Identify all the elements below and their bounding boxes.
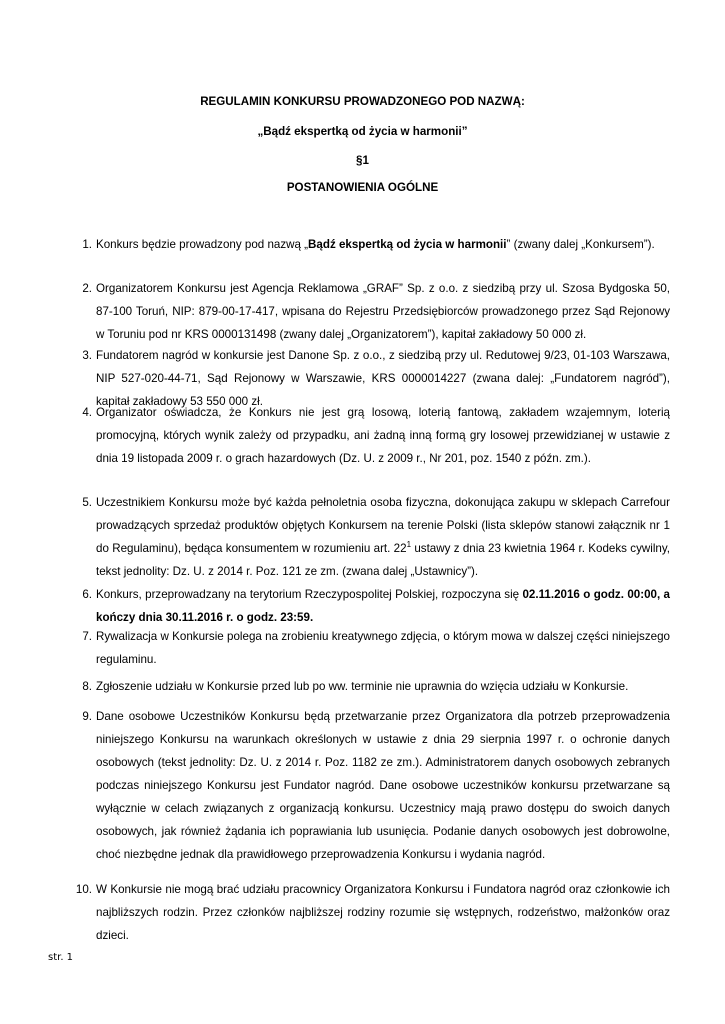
section-number: §1 bbox=[356, 154, 369, 167]
document-title: REGULAMIN KONKURSU PROWADZONEGO POD NAZWĄ: bbox=[200, 95, 525, 108]
page-number: str. 1 bbox=[48, 952, 74, 963]
item-text: Konkurs, przeprowadzany na terytorium Rzeczypospolitej Polskiej, rozpoczyna się 02.11.2016 o godz. 00:00, a kończy dnia 30.11.2016 r. o godz. 23:59. bbox=[96, 588, 671, 624]
item-number: 6. bbox=[82, 588, 92, 601]
section-title: POSTANOWIENIA OGÓLNE bbox=[286, 181, 439, 194]
item-number: 7. bbox=[82, 630, 92, 643]
item-text: Uczestnikiem Konkursu może być każda pełnoletnia osoba fizyczna, dokonująca zakupu w sklepach Carrefour prowadzących sprzedaż produktów objętych Konkursem na terenie Polski (lista sklepów stanowi załącznik nr 1 do Regulaminu), będąca konsumentem w rozumieniu art. $22^1$ ustawy z dnia 23 kwietnia 1964 r. Kodeks cywilny, tekst jednolity: Dz. U. z 2014 r. Poz. 121 ze zm. (zwana dalej „Ustawnicy”). bbox=[96, 496, 670, 578]
item-number: 9. bbox=[82, 710, 92, 723]
item-number: 2. bbox=[82, 282, 92, 295]
item-text: Konkurs będzie prowadzony pod nazwą „Bądź ekspertką od życia w harmonii” (zwany dalej „Konkursem”). bbox=[96, 238, 655, 251]
item-text: W Konkursie nie mogą brać udziału pracownicy Organizatora Konkursu i Fundatora nagród oraz członkowie ich najbliższych rodzin. Przez członków najbliższej rodziny rozumie się wstępnych, rodzeństwo, małżonków oraz dzieci. bbox=[96, 883, 670, 942]
item-number: 10. bbox=[75, 883, 92, 896]
item-text: Organizator oświadcza, że Konkurs nie jest grą losową, loterią fantową, zakładem wzajemnym, loterią promocyjną, których wynik zależy od przypadku, ani żadną inną formą gry losowej przewidzianej w ustawie z dnia 19 listopada 2009 r. o grach hazardowych (Dz. U. z 2009 r., Nr 201, poz. 1540 z późn. zm.). bbox=[96, 406, 670, 465]
item-text: Zgłoszenie udziału w Konkursie przed lub po ww. terminie nie uprawnia do wzięcia udziału w Konkursie. bbox=[96, 680, 629, 693]
item-number: 3. bbox=[82, 349, 92, 362]
item-number: 8. bbox=[82, 680, 92, 693]
item-text: Rywalizacja w Konkursie polega na zrobieniu kreatywnego zdjęcia, o którym mowa w dalszej części niniejszego regulaminu. bbox=[96, 630, 670, 666]
item-number: 4. bbox=[82, 406, 92, 419]
item-number: 1. bbox=[82, 238, 92, 251]
contest-name: „Bądź ekspertką od życia w harmonii” bbox=[257, 125, 468, 138]
item-text: Organizatorem Konkursu jest Agencja Reklamowa „GRAF” Sp. z o.o. z siedzibą przy ul. Szosa Bydgoska 50, 87-100 Toruń, NIP: 879-00-17-417, wpisana do Rejestru Przedsiębiorców prowadzonego przez Sąd Rejonowy w Toruniu pod nr KRS 0000131498 (zwany dalej „Organizatorem”), kapitał zakładowy 50 000 zł. bbox=[96, 282, 670, 341]
item-number: 5. bbox=[82, 496, 92, 509]
item-text: Dane osobowe Uczestników Konkursu będą przetwarzanie przez Organizatora dla potrzeb przeprowadzenia niniejszego Konkursu na warunkach określonych w ustawie z dnia 29 sierpnia 1997 r. o ochronie danych osobowych (tekst jednolity: Dz. U. z 2014 r. Poz. 1182 ze zm.). Administratorem danych osobowych zebranych podczas niniejszego Konkursu jest Fundator nagród. Dane osobowe uczestników konkursu przetwarzane są wyłącznie w celach związanych z organizacją konkursu. Uczestnicy mają prawo dostępu do swoich danych osobowych, jak również żądania ich poprawiania lub usunięcia. Podanie danych osobowych jest dobrowolne, choć niezbędne jednak dla prawidłowego przeprowadzenia Konkursu i wydania nagród. bbox=[96, 710, 670, 861]
item-text: Fundatorem nagród w konkursie jest Danone Sp. z o.o., z siedzibą przy ul. Redutowej 9/23, 01-103 Warszawa, NIP 527-020-44-71, Sąd Rejonowy w Warszawie, KRS 0000014227 (zwana dalej: „Fundatorem nagród”), kapitał zakładowy 53 550 000 zł. bbox=[96, 349, 670, 408]
